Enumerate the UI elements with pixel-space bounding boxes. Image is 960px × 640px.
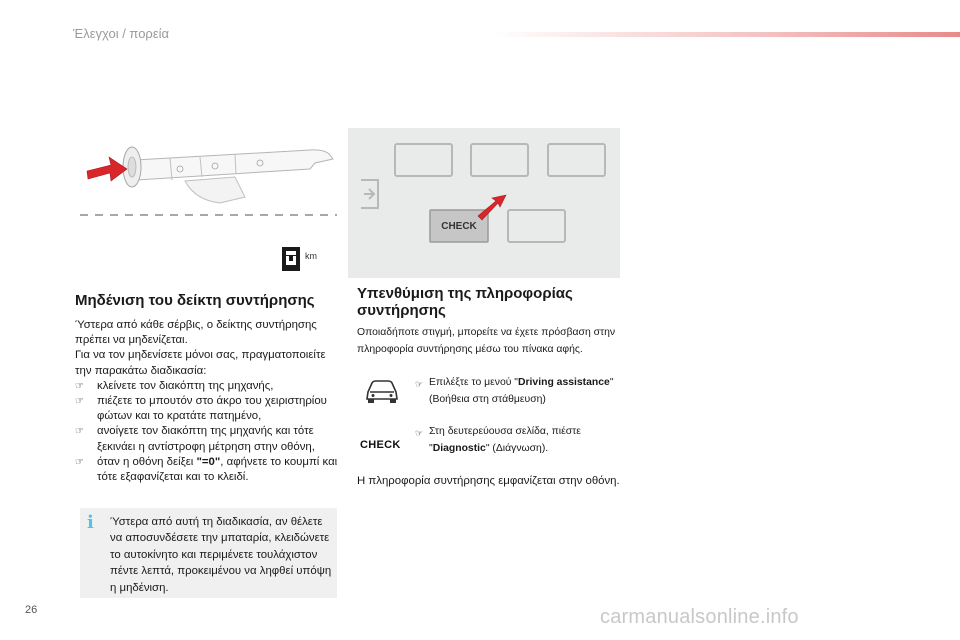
pointing-hand-icon: ☞ — [75, 396, 84, 408]
header-section-title: Έλεγχοι / πορεία — [73, 26, 170, 41]
check-icon-label: CHECK — [360, 439, 401, 451]
step-2-text: ☞ Στη δευτερεύουσα σελίδα, πιέστε "Diagnostic" (Διάγνωση). — [415, 426, 581, 454]
header-accent-bar — [490, 32, 960, 37]
pointing-hand-icon: ☞ — [415, 379, 424, 389]
page-number: 26 — [25, 604, 38, 616]
watermark: carmanualsonline.info — [600, 606, 799, 628]
pointing-hand-icon: ☞ — [75, 426, 84, 438]
pointing-hand-icon: ☞ — [75, 380, 84, 392]
list-item: ☞ κλείνετε τον διακόπτη της μηχανής, — [75, 379, 345, 394]
reset-steps-list — [75, 379, 345, 485]
km-unit-label: km — [305, 251, 317, 261]
maintenance-reminder-intro: Οποιαδήποτε στιγμή, μπορείτε να έχετε πρόσβαση στην πληροφορία συντήρησης μέσω του πίνακα αφής. — [357, 327, 616, 355]
reset-intro: Ύστερα από κάθε σέρβις, ο δείκτης συντήρησης πρέπει να μηδενίζεται. — [75, 319, 317, 347]
touchscreen-illustration — [348, 128, 620, 278]
step-driving-assistance — [357, 375, 627, 415]
maintenance-reminder-title: Υπενθύμιση της πληροφορίας συντήρησης — [357, 285, 573, 319]
step-1-text: ☞ Επιλέξτε το μενού "Driving assistance" (Βοήθεια στη στάθμευση) — [415, 377, 614, 405]
info-note-text: Ύστερα από αυτή τη διαδικασία, αν θέλετε να αποσυνδέσετε την μπαταρία, κλειδώνετε το αυτοκίνητο και περιμένετε τουλάχιστον πέντε λεπτά, προκειμένου να ληφθεί υπόψη η μηδένιση. — [110, 516, 332, 594]
list-item: ☞ ανοίγετε τον διακόπτη της μηχανής και τότε ξεκινάει η αντίστροφη μέτρηση στην οθόνη, — [75, 425, 315, 453]
list-item: ☞ πιέζετε το μπουτόν στο άκρο του χειριστηρίου φώτων και το κρατάτε πατημένο, — [75, 395, 327, 423]
info-icon: i — [87, 512, 94, 533]
pointing-hand-icon: ☞ — [75, 456, 84, 468]
screen-check-button: CHECK — [441, 221, 477, 232]
reset-indicator-title: Μηδένιση του δείκτη συντήρησης — [75, 292, 315, 309]
reset-procedure-text — [75, 318, 345, 485]
maintenance-reminder-outro: Η πληροφορία συντήρησης εμφανίζεται στην οθόνη. — [357, 475, 620, 487]
pointing-hand-icon: ☞ — [415, 428, 424, 438]
list-item: ☞ όταν η οθόνη δείξει "=0", αφήνετε το κουμπί και τότε εξαφανίζεται και το κλειδί. — [75, 455, 338, 484]
info-note-box — [80, 508, 337, 598]
step-diagnostic — [357, 424, 627, 464]
light-stalk-illustration — [75, 125, 340, 280]
reset-intro-2: Για να τον μηδενίσετε μόνοι σας, πραγματοποιείτε την παρακάτω διαδικασία: — [75, 349, 326, 377]
